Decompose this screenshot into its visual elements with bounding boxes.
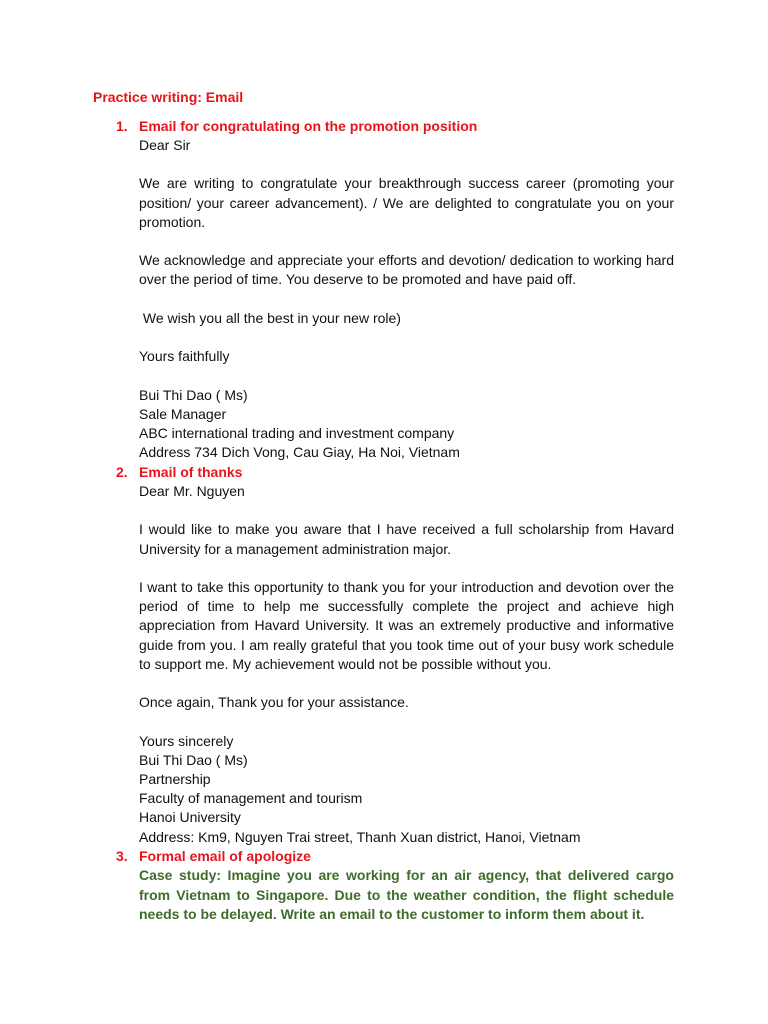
- signature-line: Address: Km9, Nguyen Trai street, Thanh Xuan district, Hanoi, Vietnam: [139, 828, 581, 845]
- signature-line: Sale Manager: [139, 405, 227, 422]
- section-thanks: [116, 463, 674, 847]
- section-title: Email of thanks: [139, 464, 243, 480]
- email-paragraph: I want to take this opportunity to thank you for your introduction and devotion over the period of time to help me successfully complete the project and achieve high appreciation from Havard University. It was an extremely productive and informative guide from you. I am really grateful that you took time out of your busy work schedule to support me. My achievement would not be possible without you.: [139, 578, 674, 672]
- signature-line: Bui Thi Dao ( Ms): [139, 751, 248, 768]
- section-number: 1.: [116, 118, 128, 134]
- email-paragraph: We acknowledge and appreciate your efforts and devotion/ dedication to working hard over the period of time. You deserve to be promoted and have paid off.: [139, 252, 674, 288]
- section-title: Email for congratulating on the promotion position: [139, 118, 478, 134]
- signature-line: Partnership: [139, 770, 211, 787]
- email-body: [139, 136, 674, 462]
- signature-line: Faculty of management and tourism: [139, 790, 363, 807]
- email-paragraph: We are writing to congratulate your breakthrough success career (promoting your position/ your career advancement). / We are delighted to congratulate you on your promotion.: [139, 175, 674, 230]
- email-closing: Yours sincerely: [139, 732, 234, 749]
- document-heading: Practice writing: Email: [93, 89, 244, 105]
- section-title: Formal email of apologize: [139, 848, 311, 864]
- case-study-text: Case study: Imagine you are working for an air agency, that delivered cargo from Vietnam to Singapore. Due to the weather condition, the flight schedule needs to be delayed. Write an email to the customer to inform them about it.: [139, 867, 674, 923]
- email-paragraph: I would like to make you aware that I have received a full scholarship from Havard University for a management administration major.: [139, 521, 674, 557]
- section-apology: [116, 847, 674, 925]
- email-paragraph: We wish you all the best in your new role): [139, 309, 401, 326]
- signature-line: Address 734 Dich Vong, Cau Giay, Ha Noi, Vietnam: [139, 444, 460, 461]
- section-number: 3.: [116, 848, 128, 864]
- email-body: [139, 482, 674, 847]
- signature-line: Hanoi University: [139, 809, 241, 826]
- email-greeting: Dear Sir: [139, 137, 191, 153]
- email-paragraph: Once again, Thank you for your assistance.: [139, 694, 409, 711]
- signature-line: Bui Thi Dao ( Ms): [139, 386, 248, 403]
- email-closing: Yours faithfully: [139, 348, 230, 365]
- section-congratulation: [116, 117, 674, 462]
- section-number: 2.: [116, 464, 128, 480]
- email-greeting: Dear Mr. Nguyen: [139, 483, 245, 499]
- signature-line: ABC international trading and investment company: [139, 424, 455, 441]
